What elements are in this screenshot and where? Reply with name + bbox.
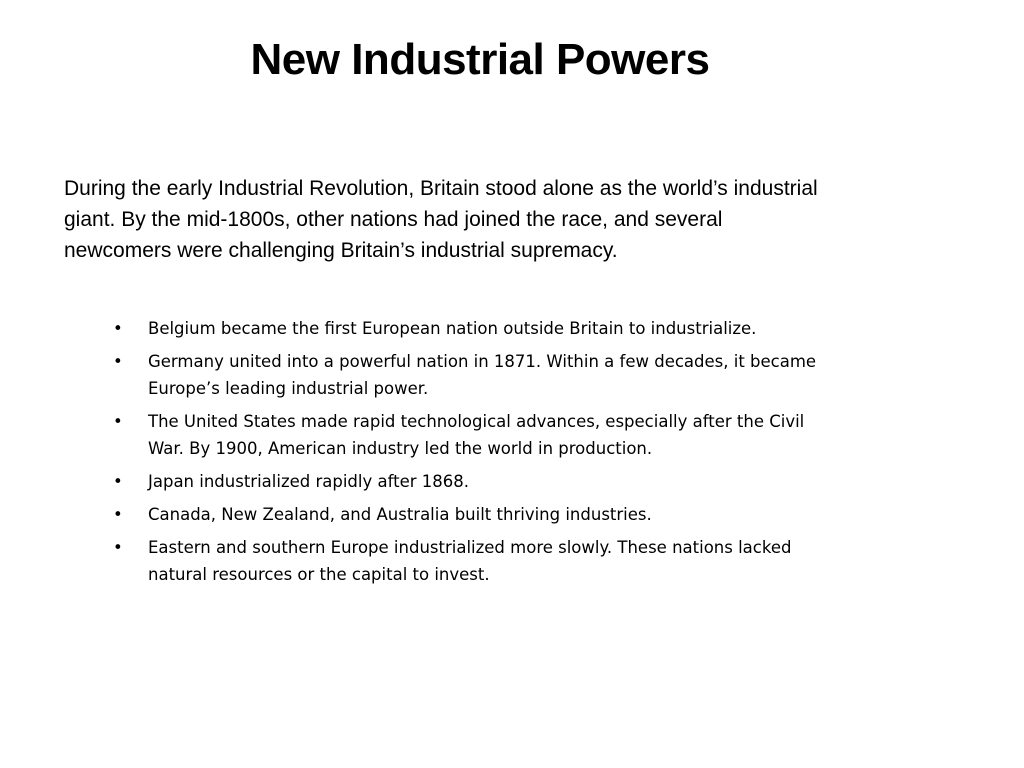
bullet-text: Eastern and southern Europe industrialized more slowly. These nations lacked natural resources or the capital to invest. — [148, 538, 792, 584]
bullet-text: Germany united into a powerful nation in 1871. Within a few decades, it became Europe’s leading industrial power. — [148, 352, 817, 398]
bullet-text: Belgium became the first European nation outside Britain to industrialize. — [148, 319, 757, 338]
bullet-icon: • — [113, 472, 123, 491]
bullet-icon: • — [113, 352, 123, 371]
bullet-icon: • — [113, 505, 123, 524]
bullet-text: The United States made rapid technological advances, especially after the Civil War. By 1900, American industry led the world in production. — [148, 412, 805, 458]
bullet-text: Japan industrialized rapidly after 1868. — [148, 472, 470, 491]
intro-paragraph: During the early Industrial Revolution, Britain stood alone as the world’s industrial giant. By the mid-1800s, other nations had joined the race, and several newcomers were challenging Britain’s industrial supremacy. — [64, 177, 818, 262]
bullet-item — [0, 501, 838, 528]
bullet-item — [0, 315, 838, 342]
bullet-item — [0, 408, 838, 462]
bullet-icon: • — [113, 412, 123, 431]
bullet-item — [0, 534, 838, 588]
slide-title: New Industrial Powers — [250, 35, 710, 84]
bullet-icon: • — [113, 538, 123, 557]
bullet-item — [0, 348, 838, 402]
bullet-item — [0, 468, 838, 495]
bullet-list — [0, 315, 1024, 594]
bullet-icon: • — [113, 319, 123, 338]
bullet-text: Canada, New Zealand, and Australia built thriving industries. — [148, 505, 652, 524]
